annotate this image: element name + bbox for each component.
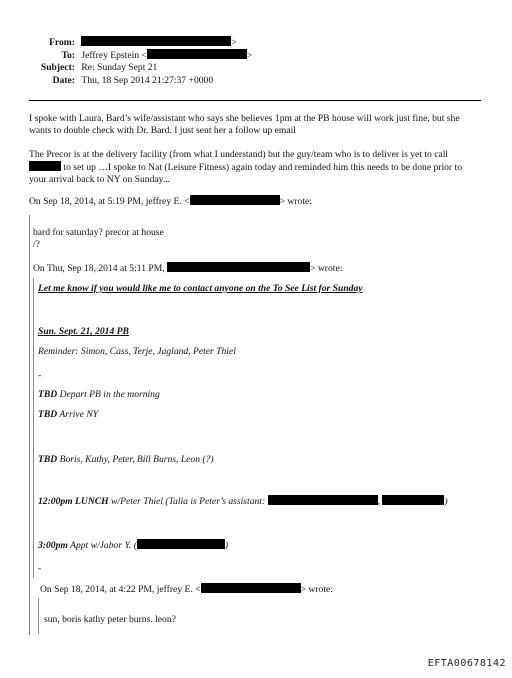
body-paragraph-2-line-3: your arrival back to NY on Sunday... (29, 173, 171, 185)
to-row (45, 49, 252, 62)
tbd-label: TBD (38, 454, 58, 465)
quote1-intro-text: On Sep 18, 2014, at 5:19 PM, jeffrey E. < (29, 196, 190, 207)
lunch-text: w/Peter Thiel (Talia is Peter’s assistant: (108, 496, 266, 507)
tbd-people (38, 454, 214, 466)
tbd-label: TBD (38, 389, 58, 400)
comma: , (377, 496, 380, 507)
paren-close: ) (444, 496, 448, 507)
tbd-arrive (38, 409, 98, 421)
paren-close: ) (224, 540, 229, 551)
from-row (45, 36, 237, 49)
to-label: To: (61, 50, 75, 61)
redacted-sender-2 (167, 262, 310, 272)
quote-level-1-bar (29, 215, 30, 635)
redacted-assistant-phone (382, 495, 444, 505)
redacted-appt-contact (137, 539, 225, 549)
from-label: From: (49, 37, 75, 48)
subject-row (29, 62, 157, 74)
subject-label: Subject: (40, 62, 75, 73)
tbd-depart-text: Depart PB in the morning (57, 389, 160, 400)
header-divider (29, 100, 481, 101)
lunch-time-label: 12:00pm LUNCH (38, 496, 109, 507)
redacted-assistant-email (268, 495, 378, 505)
quote1-line-1: bard for saturday? precor at house (33, 227, 164, 238)
to-value: Jeffrey Epstein < (81, 50, 147, 61)
quote1-intro-suffix: > wrote: (279, 196, 312, 207)
body-paragraph-1: I spoke with Laura, Bard’s wife/assistant who says she believes 1pm at the PB house will work just fine, but she wants to double check with Dr. Bard. I just sent her a follow up email (29, 113, 460, 136)
redacted-contact (29, 161, 61, 171)
date-label: Date: (52, 75, 75, 86)
appt-line (38, 539, 228, 552)
quote1-line-2: /? (33, 239, 40, 250)
angle-close: > (231, 37, 237, 48)
to-see-list-link[interactable]: Let me know if you would like me to contact anyone on the To See List for Sunday (38, 283, 363, 294)
redacted-email-3 (201, 583, 301, 593)
angle-close: > (246, 50, 253, 61)
tbd-depart (38, 389, 160, 401)
quote3-intro-text: On Sep 18, 2014, at 4:22 PM, jeffrey E. < (40, 584, 201, 595)
tbd-people-text: Boris, Kathy, Peter, Bill Burns, Leon (?) (57, 454, 214, 465)
appt-text: Appt w/Jabor Y. ( (67, 540, 137, 551)
redacted-to-address (147, 49, 247, 59)
date-value: Thu, 18 Sep 2014 21:27:37 +0000 (81, 75, 214, 86)
body-paragraph-2 (29, 149, 484, 186)
quote-level-2-bar (33, 278, 34, 578)
schedule-date-heading: Sun. Sept. 21, 2014 PB (38, 326, 129, 337)
quote3-line-1: sun, boris kathy peter burns. leon? (44, 614, 176, 625)
body-paragraph-2-line-2: to set up …I spoke to Nat (Leisure Fitness) again today and reminded him this needs to be done prior to (61, 161, 462, 173)
quote3-intro-suffix: > wrote: (300, 584, 333, 595)
quote1-intro (29, 195, 312, 208)
document-id: EFTA00678142 (427, 657, 506, 669)
reminder-line: Reminder: Simon, Cass, Terje, Jagland, Peter Thiel (38, 346, 236, 357)
tbd-label: TBD (38, 409, 58, 420)
redacted-from-address (81, 36, 231, 46)
quote2-intro-suffix: > wrote: (310, 263, 343, 274)
redacted-email-1 (190, 195, 280, 205)
tbd-arrive-text: Arrive NY (57, 409, 99, 420)
appt-time-label: 3:00pm (38, 540, 68, 551)
lunch-line (38, 495, 448, 508)
separator-dash-2: - (38, 563, 42, 574)
quote-level-3-bar (38, 598, 39, 634)
quote2-intro (33, 262, 342, 275)
body-paragraph-2-line-1: The Precor is at the delivery facility (from what I understand) but the guy/team who is to deliver is yet to call (29, 149, 449, 160)
separator-dash: - (38, 370, 42, 381)
quote3-intro (40, 583, 333, 596)
subject-value: Re: Sunday Sept 21 (81, 62, 158, 73)
date-row (45, 75, 213, 87)
quote2-intro-text: On Thu, Sep 18, 2014 at 5:11 PM, (33, 263, 165, 274)
